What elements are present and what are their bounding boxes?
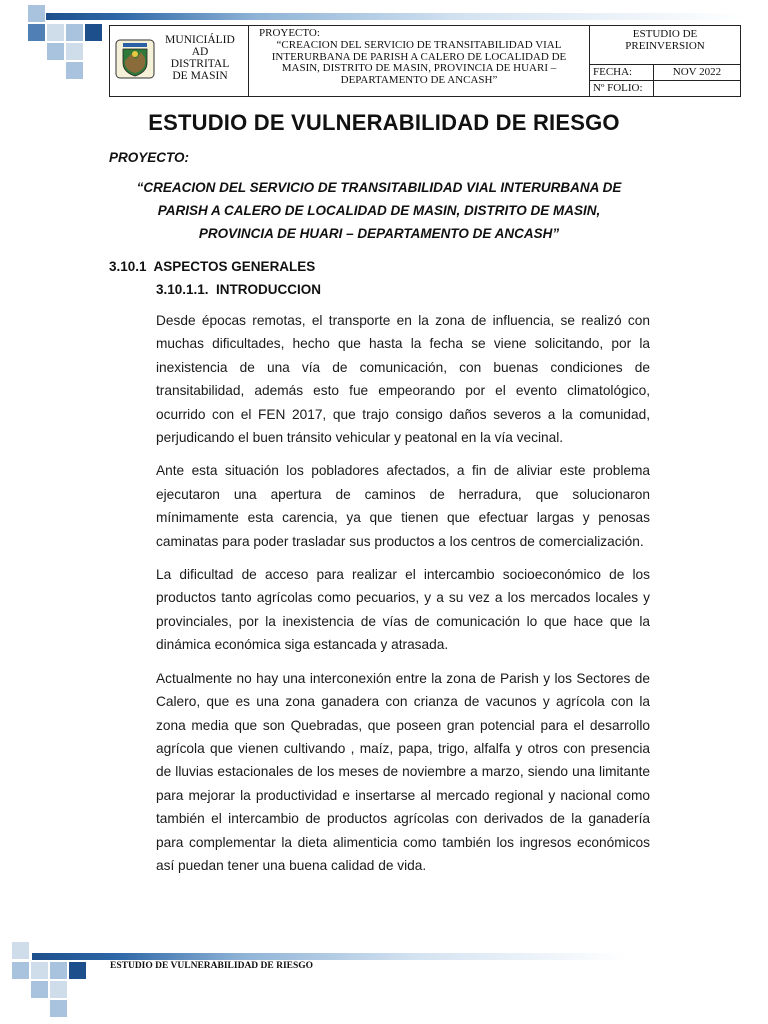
- subsection-heading: 3.10.1.1. INTRODUCCION: [156, 282, 322, 297]
- project-title-line: PROVINCIA DE HUARI – DEPARTAMENTO DE ANCASH”: [198, 226, 560, 241]
- decor-square: [50, 981, 67, 998]
- project-line: “CREACION DEL SERVICIO DE TRANSITABILIDAD VIAL: [276, 38, 562, 51]
- decor-square: [28, 5, 45, 22]
- municipality-line: MUNICIÁLID: [165, 34, 235, 46]
- paragraph: Ante esta situación los pobladores afectados, a fin de aliviar este problema ejecutaron una apertura de caminos de herradura, que solucionaron mínimamente esta carencia, ya que tienen que efectuar largas y penosas caminatas para poder trasladar sus productos a los centros de comercialización.: [156, 463, 650, 549]
- section-heading: 3.10.1 ASPECTOS GENERALES: [109, 259, 316, 274]
- footer-accent-bar: [32, 953, 732, 960]
- project-title-line: “CREACION DEL SERVICIO DE TRANSITABILIDAD VIAL INTERURBANA DE: [136, 180, 622, 195]
- logo-cell: [110, 26, 249, 97]
- decor-square: [12, 962, 29, 979]
- project-line: DEPARTAMENTO DE ANCASH”: [340, 74, 498, 87]
- project-title-quote: [109, 176, 649, 245]
- decor-square: [47, 24, 64, 41]
- decor-square: [31, 981, 48, 998]
- paragraph: La dificultad de acceso para realizar el intercambio socioeconómico de los productos tanto agrícolas como pecuarios, y a su vez a los mercados locales y provinciales, por la inexistencia de vías de comunicación lo que hace que la dinámica económica siga estancada y atrasada.: [156, 567, 650, 653]
- decor-square: [66, 62, 83, 79]
- decor-square: [31, 962, 48, 979]
- project-label: PROYECTO:: [259, 27, 320, 39]
- decor-square: [66, 43, 83, 60]
- municipality-line: DE MASIN: [172, 70, 228, 82]
- municipal-crest-icon: [115, 39, 155, 79]
- header-accent-bar: [46, 13, 746, 20]
- decor-square: [50, 962, 67, 979]
- municipality-line: DISTRITAL: [170, 58, 230, 70]
- document-title: ESTUDIO DE VULNERABILIDAD DE RIESGO: [148, 110, 620, 135]
- municipality-line: AD: [191, 46, 209, 58]
- study-type-line: PREINVERSION: [625, 39, 705, 52]
- study-type-line: ESTUDIO DE: [632, 28, 698, 40]
- decor-square: [66, 24, 83, 41]
- decor-square: [69, 962, 86, 979]
- header-table: [109, 25, 741, 97]
- date-label: FECHA:: [590, 65, 654, 81]
- date-value: NOV 2022: [654, 65, 741, 81]
- introduction-body: [156, 309, 650, 887]
- paragraph: Actualmente no hay una interconexión entre la zona de Parish y los Sectores de Calero, que es una zona ganadera con crianza de vacunos y agrícola con la zona media que son Quebradas, que poseen gran potencial para el desarrollo agrícola que vienen cultivando , maíz, papa, trigo, alfalfa y otros con presencia de lluvias estacionales de los meses de noviembre a marzo, siendo una limitante para mejorar la productividad e insertarse al mercado regional y nacional como también el intercambio de productos agrícolas con derivados de la ganadería para complementar la dieta alimenticia como también los ingresos económicos así puedan tener una buena calidad de vida.: [156, 670, 650, 873]
- folio-value: [654, 81, 741, 97]
- study-type-cell: [590, 26, 741, 65]
- folio-label: Nº FOLIO:: [590, 81, 654, 97]
- decor-square: [28, 24, 45, 41]
- project-line: INTERURBANA DE PARISH A CALERO DE LOCALIDAD DE: [271, 50, 567, 63]
- project-line: MASIN, DISTRITO DE MASIN, PROVINCIA DE HUARI –: [281, 62, 557, 75]
- paragraph: Desde épocas remotas, el transporte en la zona de influencia, se realizó con muchas dificultades, hecho que hasta la fecha se viene solicitando, por la inexistencia de una vía de comunicación, con buenas condiciones de transitabilidad, además esto fue empeorando por el evento climatológico, ocurrido con el FEN 2017, que trajo consigo daños severos a la comunidad, perjudicando el buen tránsito vehicular y peatonal en la vía vecinal.: [156, 313, 650, 446]
- project-cell: [249, 26, 590, 97]
- decor-square: [85, 24, 102, 41]
- decor-square: [50, 1000, 67, 1017]
- project-title-line: PARISH A CALERO DE LOCALIDAD DE MASIN, DISTRITO DE MASIN,: [157, 203, 601, 218]
- decor-square: [47, 43, 64, 60]
- footer-text: ESTUDIO DE VULNERABILIDAD DE RIESGO: [110, 961, 314, 971]
- decor-square: [12, 942, 29, 959]
- project-heading-label: PROYECTO:: [109, 150, 190, 165]
- municipality-name: [158, 34, 242, 82]
